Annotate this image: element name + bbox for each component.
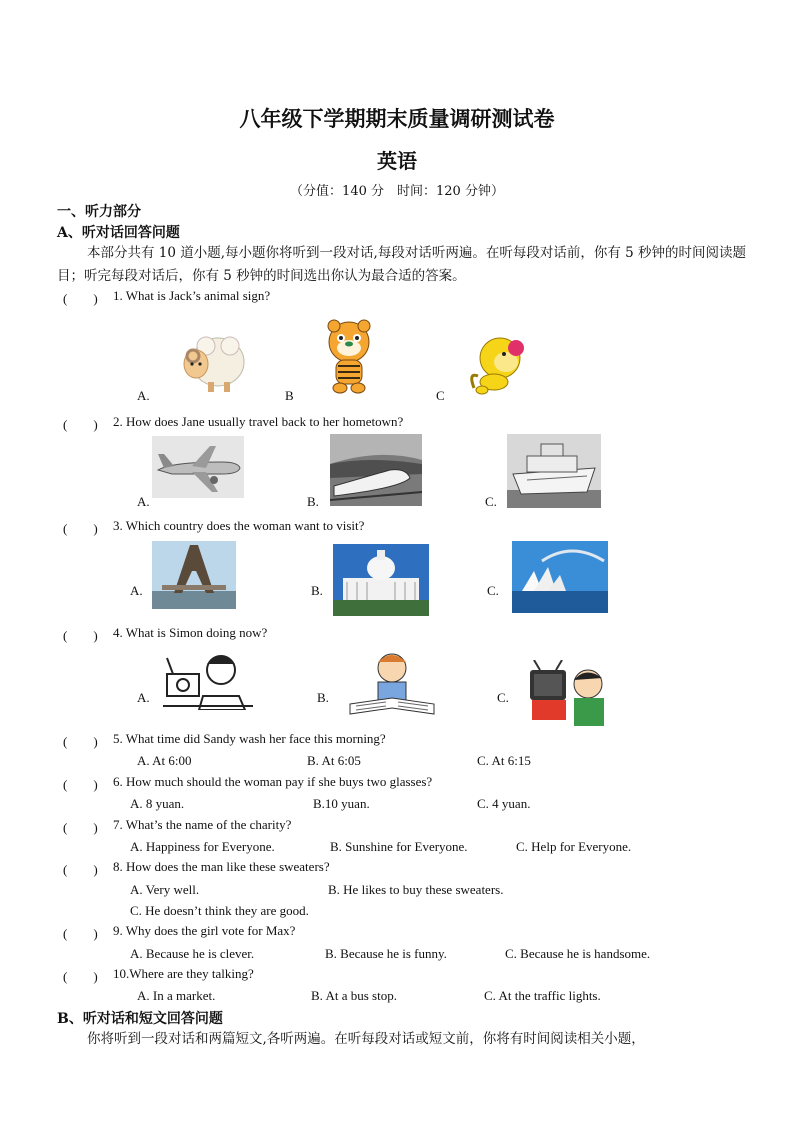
answer-blank[interactable]: ( ) <box>63 521 98 536</box>
option-text: A. At 6:00 <box>137 753 192 768</box>
part-heading: 一、听力部分 <box>57 204 141 220</box>
option-text: C. 4 yuan. <box>477 796 531 811</box>
boy-listening-radio-picture[interactable] <box>163 648 253 710</box>
option-text: A. Because he is clever. <box>130 946 255 961</box>
subject-title: 英语 <box>377 149 417 173</box>
option-label: A. <box>137 690 150 705</box>
train-picture[interactable] <box>330 434 422 506</box>
sheep-picture[interactable] <box>178 326 246 396</box>
answer-blank[interactable]: ( ) <box>63 777 98 792</box>
question-text: 3. Which country does the woman want to visit? <box>113 518 365 533</box>
boy-reading-picture[interactable] <box>344 650 440 718</box>
option-text: B. Sunshine for Everyone. <box>330 839 468 854</box>
question-text: 5. What time did Sandy wash her face this morning? <box>113 731 386 746</box>
answer-blank[interactable]: ( ) <box>63 291 98 306</box>
question-text: 4. What is Simon doing now? <box>113 625 268 640</box>
option-text: A. Happiness for Everyone. <box>130 839 275 854</box>
option-text: A. 8 yuan. <box>130 796 185 811</box>
boy-watching-tv-picture[interactable] <box>528 660 608 728</box>
option-label: A. <box>137 494 150 509</box>
section-a-heading: A、听对话回答问题 <box>57 225 180 241</box>
sydney-opera-house-picture[interactable] <box>512 541 608 613</box>
answer-blank[interactable]: ( ) <box>63 628 98 643</box>
option-text: C. Help for Everyone. <box>516 839 632 854</box>
monkey-picture[interactable] <box>466 332 536 396</box>
answer-blank[interactable]: ( ) <box>63 820 98 835</box>
option-label: A. <box>130 583 143 598</box>
section-b-instructions: 你将听到一段对话和两篇短文,各听两遍。在听每段对话或短文前，你将有时间阅读相关小题， <box>87 1031 645 1047</box>
ship-picture[interactable] <box>507 434 601 508</box>
option-text: B. Because he is funny. <box>325 946 447 961</box>
question-text: 10.Where are they talking? <box>113 966 254 981</box>
option-label: C <box>436 388 445 403</box>
eiffel-tower-picture[interactable] <box>152 541 236 609</box>
answer-blank[interactable]: ( ) <box>63 862 98 877</box>
option-label: B. <box>317 690 329 705</box>
question-text: 7. What’s the name of the charity? <box>113 817 292 832</box>
option-text: C. He doesn’t think they are good. <box>130 903 309 918</box>
option-text: C. At the traffic lights. <box>484 988 601 1003</box>
answer-blank[interactable]: ( ) <box>63 734 98 749</box>
option-label: B <box>285 388 294 403</box>
option-text: B. At 6:05 <box>307 753 361 768</box>
answer-blank[interactable]: ( ) <box>63 969 98 984</box>
option-text: B.10 yuan. <box>313 796 370 811</box>
option-text: A. In a market. <box>137 988 216 1003</box>
airplane-picture[interactable] <box>152 436 244 498</box>
option-label: C. <box>485 494 497 509</box>
option-text: B. At a bus stop. <box>311 988 397 1003</box>
option-text: C. Because he is handsome. <box>505 946 651 961</box>
option-label: C. <box>487 583 499 598</box>
question-text: 9. Why does the girl vote for Max? <box>113 923 296 938</box>
section-b-heading: B、听对话和短文回答问题 <box>57 1011 223 1027</box>
option-label: C. <box>497 690 509 705</box>
score-info: （分值：140 分 时间：120 分钟） <box>290 184 504 199</box>
exam-title: 八年级下学期期末质量调研测试卷 <box>239 106 555 131</box>
section-a-instructions: 本部分共有 10 道小题,每小题你将听到一段对话,每段对话听两遍。在听每段对话前，你有 5 秒钟的时间阅读题目；听完每段对话后，你有 5 秒钟的时间选出你认为最合适的答案。 <box>57 245 747 284</box>
question-text: 1. What is Jack’s animal sign? <box>113 288 271 303</box>
answer-blank[interactable]: ( ) <box>63 926 98 941</box>
option-text: A. Very well. <box>130 882 200 897</box>
option-text: C. At 6:15 <box>477 753 531 768</box>
option-label: B. <box>311 583 323 598</box>
answer-blank[interactable]: ( ) <box>63 417 98 432</box>
question-text: 2. How does Jane usually travel back to her hometown? <box>113 414 404 429</box>
option-label: B. <box>307 494 319 509</box>
question-text: 6. How much should the woman pay if she buys two glasses? <box>113 774 433 789</box>
question-text: 8. How does the man like these sweaters? <box>113 859 330 874</box>
tiger-picture[interactable] <box>316 318 382 396</box>
capitol-picture[interactable] <box>333 544 429 616</box>
option-label: A. <box>137 388 150 403</box>
option-text: B. He likes to buy these sweaters. <box>328 882 504 897</box>
